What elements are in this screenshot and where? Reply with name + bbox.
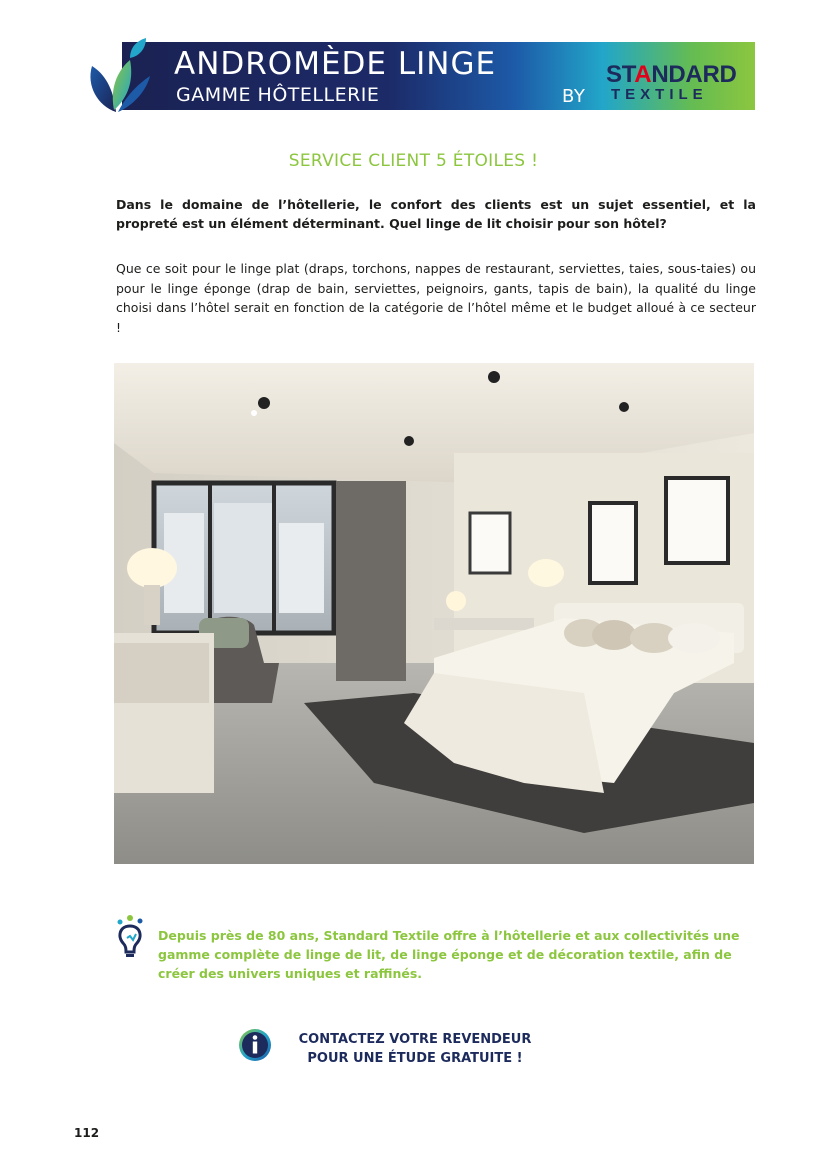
partner-logo-textile: TEXTILE xyxy=(611,86,708,103)
hotel-room-photo xyxy=(114,363,754,864)
contact-line-1: CONTACTEZ VOTRE REVENDEUR xyxy=(298,1032,532,1047)
contact-callout xyxy=(280,1030,550,1068)
page-number: 112 xyxy=(74,1126,100,1140)
partner-logo-standard: STANDARD xyxy=(606,61,737,88)
info-icon xyxy=(238,1028,272,1062)
tip-paragraph: Depuis près de 80 ans, Standard Textile offre à l’hôtellerie et aux collectivités une gamme complète de linge de lit, de linge éponge et de décoration textile, afin de créer des univers uniques et raffinés. xyxy=(158,928,740,981)
lightbulb-icon xyxy=(114,912,150,960)
brand-title: ANDROMÈDE LINGE xyxy=(174,46,497,82)
leaf-logo-icon xyxy=(84,36,158,114)
contact-line-2: POUR UNE ÉTUDE GRATUITE ! xyxy=(307,1051,523,1066)
body-paragraph: Que ce soit pour le linge plat (draps, torchons, nappes de restaurant, serviettes, taies, sous-taies) ou pour le linge éponge (drap de bain, serviettes, peignoirs, gants, tapis de bain), la qualité du linge choisi dans l’hôtel serait en fonction de la catégorie de l’hôtel même et le budget alloué à ce secteur ! xyxy=(116,261,756,335)
brand-subtitle: GAMME HÔTELLERIE xyxy=(176,84,380,106)
intro-paragraph: Dans le domaine de l’hôtellerie, le confort des clients est un sujet essentiel, et la propreté est un élément déterminant. Quel linge de lit choisir pour son hôtel? xyxy=(116,197,756,231)
section-heading: SERVICE CLIENT 5 ÉTOILES ! xyxy=(288,151,539,171)
by-label: BY xyxy=(562,86,586,107)
